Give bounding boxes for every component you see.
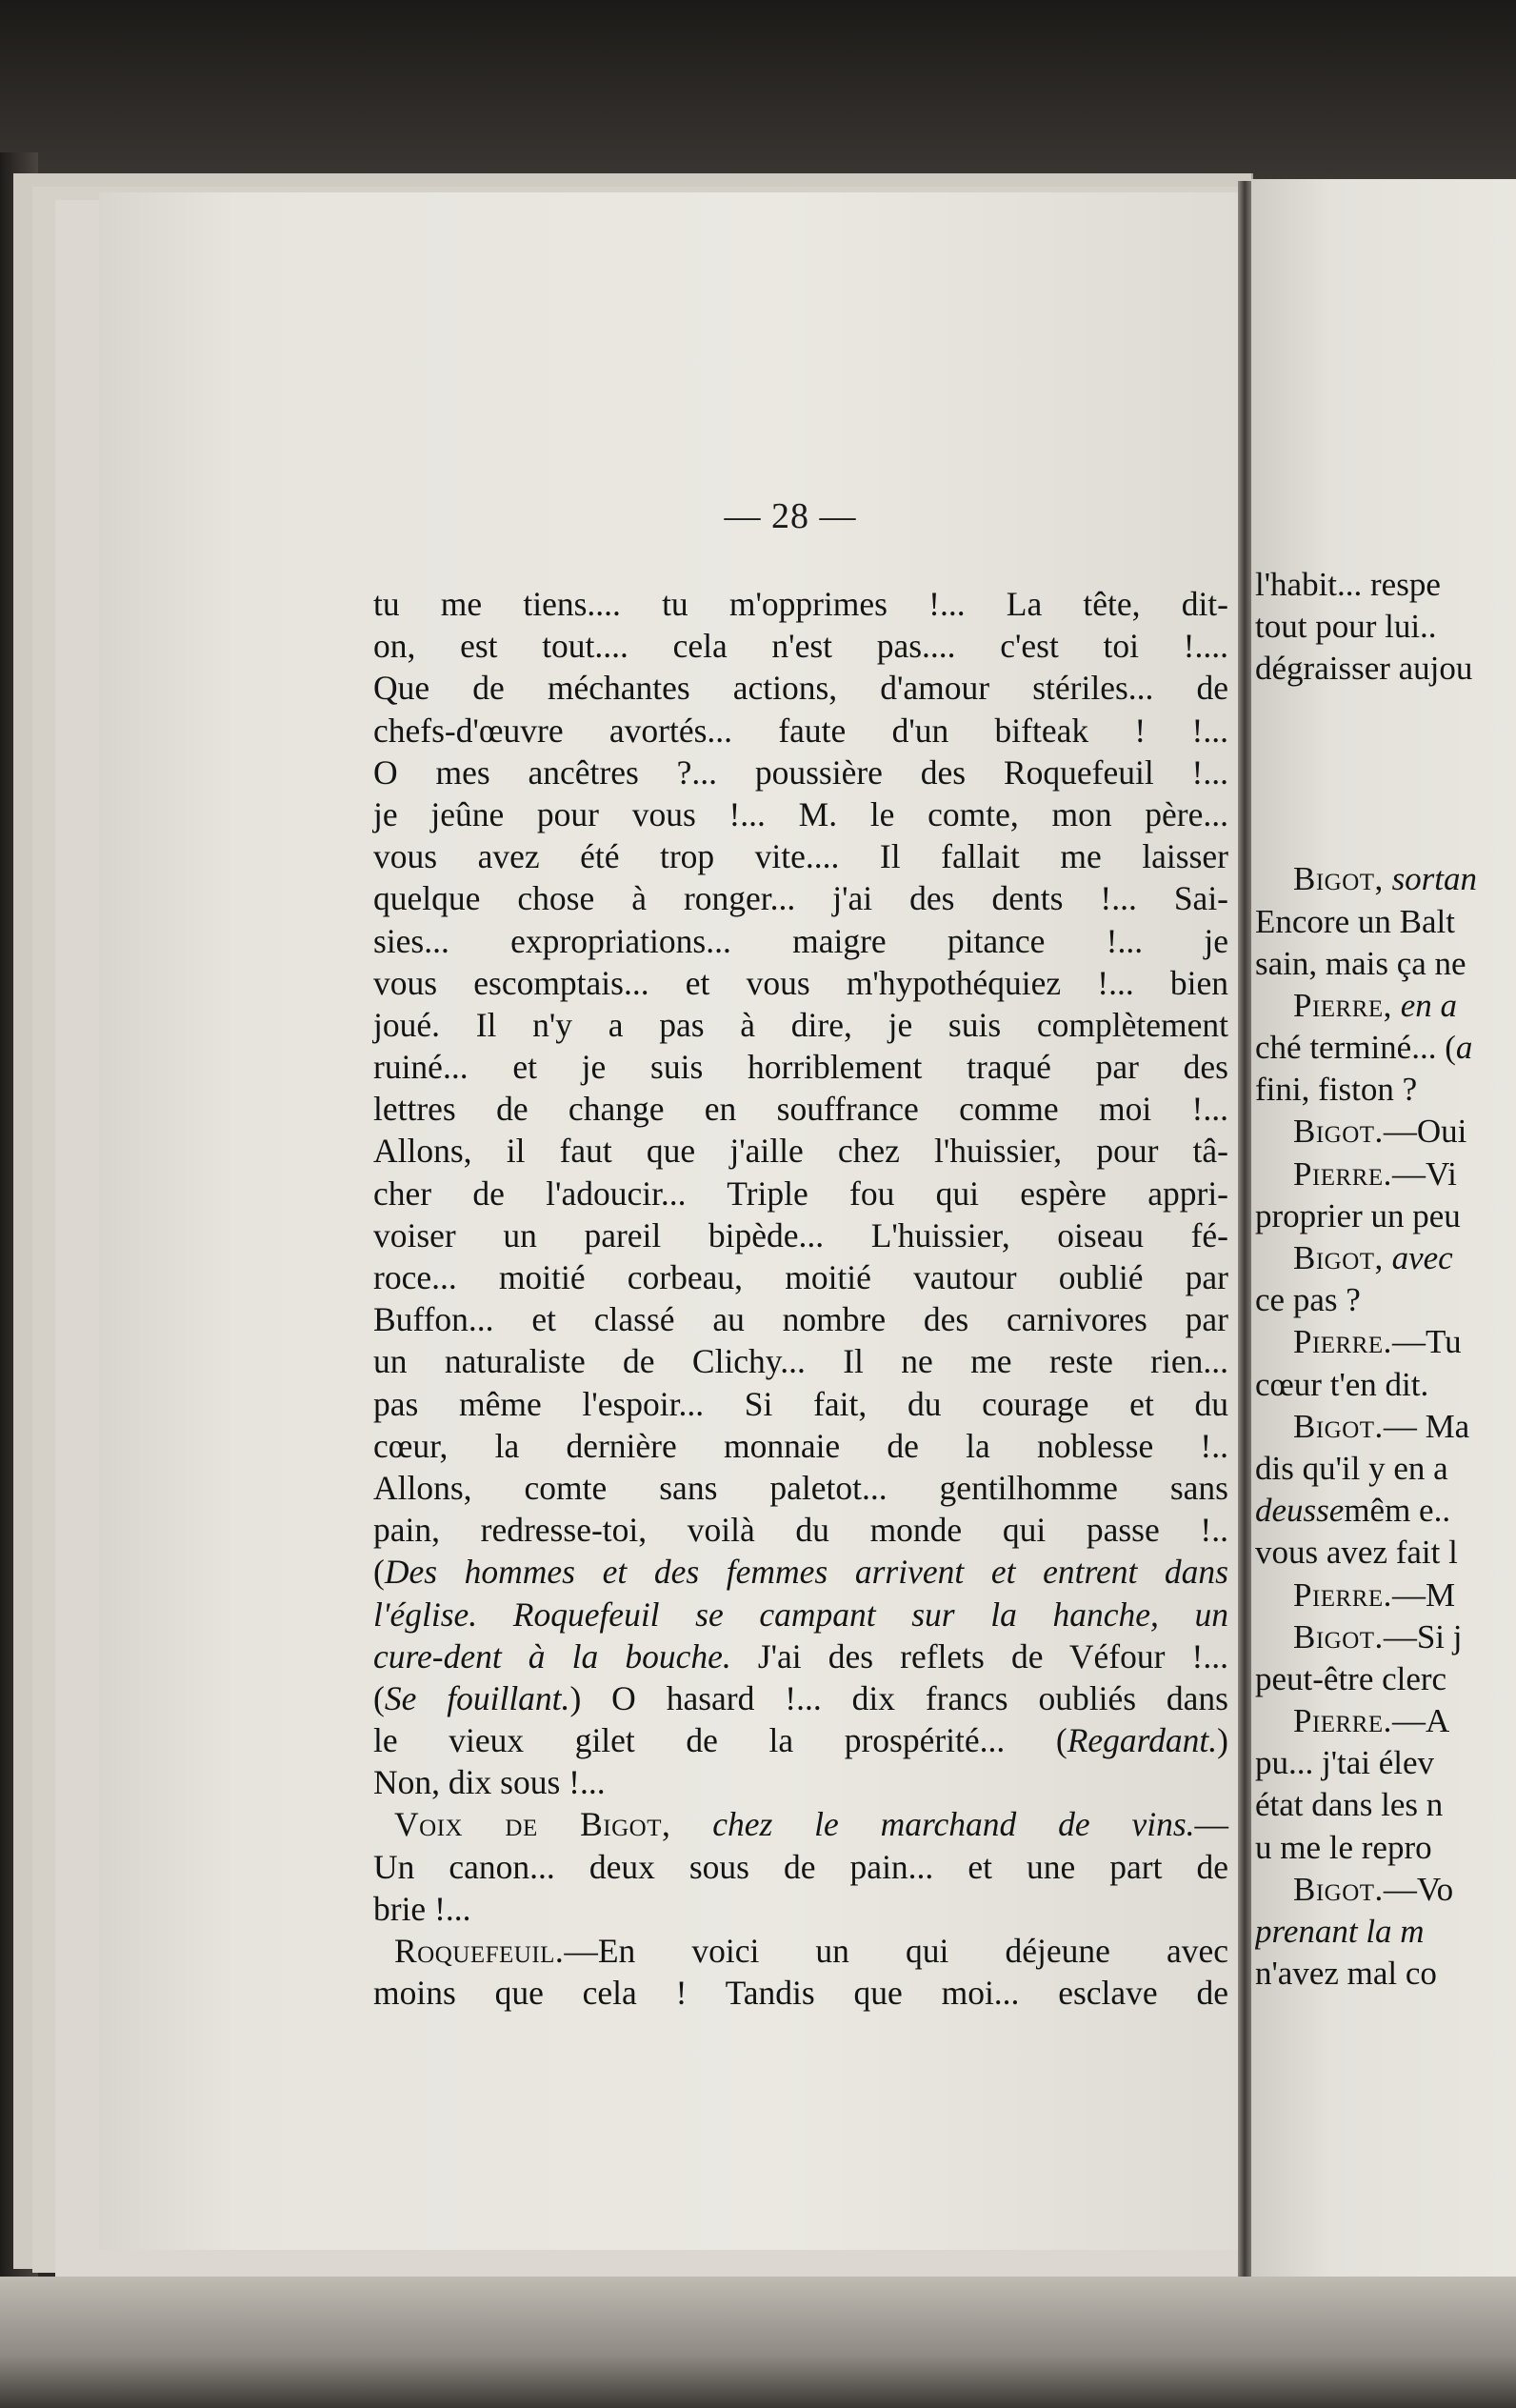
- right-speaker-line: [1255, 1869, 1516, 1911]
- right-text-line: [1255, 1490, 1516, 1532]
- dialogue-text: dis qu'il y en a: [1255, 1449, 1448, 1487]
- paren-close: ): [1217, 1721, 1228, 1760]
- left-page-body: [373, 583, 1228, 2014]
- dialogue-text: —En voici un qui déjeune avec: [564, 1932, 1228, 1970]
- right-text-line: [1255, 1279, 1516, 1321]
- speaker-name: Pierre.: [1293, 1323, 1392, 1361]
- right-speaker-line: [1255, 1616, 1516, 1658]
- text-line: pain, redresse-toi, voilà du monde qui passe !..: [373, 1511, 1228, 1550]
- right-text-line: [1255, 1742, 1516, 1784]
- right-speaker-line: [1255, 1575, 1516, 1616]
- stage-direction-text: en a: [1391, 986, 1457, 1024]
- speaker-name: Bigot,: [1293, 860, 1384, 898]
- speaker-name: Pierre.: [1293, 1575, 1392, 1614]
- dialogue-text: sain, mais ça ne: [1255, 944, 1466, 982]
- speaker-name: Bigot.: [1293, 1870, 1384, 1908]
- speaker-name: Pierre.: [1293, 1154, 1392, 1193]
- right-page-body: [1255, 564, 1516, 1995]
- right-text-line: [1255, 1027, 1516, 1069]
- text-line: cher de l'adoucir... Triple fou qui espère appri-: [373, 1174, 1228, 1213]
- speaker-name: Bigot,: [1293, 1239, 1384, 1276]
- right-text-line: [1255, 1953, 1516, 1995]
- dialogue-text: cœur t'en dit.: [1255, 1365, 1429, 1403]
- right-speaker-line: [1255, 1700, 1516, 1742]
- text-line: moins que cela ! Tandis que moi... esclave de: [373, 1974, 1228, 2013]
- text-line: vous escomptais... et vous m'hypothéquiez !... bien: [373, 963, 1228, 1002]
- text-line: brie !...: [373, 1889, 471, 1928]
- stage-direction-line: [373, 1635, 1228, 1677]
- right-text-line: [1255, 1784, 1516, 1826]
- text-line: vous avez été trop vite.... Il fallait me laisser: [373, 837, 1228, 876]
- paren-open: (: [373, 1678, 385, 1717]
- dialogue-text: état dans les n: [1255, 1786, 1444, 1824]
- speaker-line: [373, 1803, 1228, 1845]
- text-line: pas même l'espoir... Si fait, du courage et du: [373, 1384, 1228, 1423]
- stage-direction-text: Des hommes et des femmes arrivent et entrent dans: [384, 1553, 1228, 1592]
- right-text-line: [1255, 901, 1516, 943]
- text-line: un naturaliste de Clichy... Il ne me reste rien...: [373, 1342, 1228, 1381]
- right-text-line: [1255, 943, 1516, 985]
- stage-direction-text: chez le marchand de vins.: [712, 1805, 1195, 1844]
- dialogue-text: vous avez fait l: [1255, 1534, 1458, 1572]
- right-speaker-line: [1255, 985, 1516, 1027]
- stage-direction-text: deusse: [1255, 1492, 1345, 1530]
- right-text-line: [1255, 774, 1516, 816]
- paren-close: ): [569, 1678, 582, 1717]
- right-text-line: [1255, 1195, 1516, 1237]
- speaker-name: Bigot.: [1293, 1113, 1384, 1151]
- right-speaker-line: [1255, 1237, 1516, 1279]
- right-speaker-line: [1255, 1154, 1516, 1195]
- dialogue-text: fini, fiston ?: [1255, 1071, 1418, 1109]
- page-bottom-edge: [0, 2277, 1516, 2408]
- text-line: chefs-d'œuvre avortés... faute d'un bifteak ! !...: [373, 711, 1228, 750]
- dialogue-text: n'avez mal co: [1255, 1955, 1437, 1993]
- book-gutter: [1238, 181, 1251, 2277]
- dialogue-text: u me le repro: [1255, 1828, 1432, 1866]
- text-line: voiser un pareil bipède... L'huissier, oiseau fé-: [373, 1215, 1228, 1254]
- dialogue-text: J'ai des reflets de Véfour !...: [730, 1636, 1228, 1676]
- text-line: [373, 1719, 1228, 1761]
- dialogue-text: —Tu: [1391, 1323, 1462, 1361]
- dialogue-text: le vieux gilet de la prospérité...: [373, 1721, 1056, 1760]
- right-text-line: [1255, 564, 1516, 606]
- text-line: ruiné... et je suis horriblement traqué par des: [373, 1048, 1228, 1087]
- stage-direction-text: a: [1455, 1029, 1473, 1067]
- stage-direction-text: sortan: [1383, 860, 1478, 898]
- right-text-line: [1255, 691, 1516, 732]
- right-text-line: [1255, 1911, 1516, 1953]
- text-line: lettres de change en souffrance comme moi !...: [373, 1090, 1228, 1129]
- speaker-name: Pierre.: [1293, 1702, 1392, 1740]
- dialogue-text: —M: [1391, 1575, 1456, 1614]
- right-speaker-line: [1255, 1321, 1516, 1363]
- speaker-name: Pierre,: [1293, 986, 1392, 1024]
- stage-direction-text: Regardant.: [1067, 1721, 1218, 1760]
- text-line: Allons, il faut que j'aille chez l'huissier, pour tâ-: [373, 1132, 1228, 1171]
- dialogue-text: mêm e..: [1344, 1492, 1451, 1530]
- text-line: sies... expropriations... maigre pitance !... je: [373, 921, 1228, 960]
- dark-background-top: [0, 0, 1516, 181]
- text-line: cœur, la dernière monnaie de la noblesse !..: [373, 1426, 1228, 1465]
- dialogue-text: —A: [1391, 1702, 1450, 1740]
- speaker-name: Voix de Bigot,: [394, 1805, 671, 1844]
- right-text-line: [1255, 816, 1516, 858]
- text-line: [373, 1677, 1228, 1719]
- page-number: — 28 —: [724, 496, 857, 536]
- dialogue-text: —Vo: [1383, 1870, 1454, 1908]
- stage-direction-line: [373, 1594, 1228, 1635]
- right-speaker-line: [1255, 1406, 1516, 1448]
- right-text-line: [1255, 1532, 1516, 1574]
- speaker-name: Bigot.: [1293, 1617, 1384, 1656]
- right-text-line: [1255, 1658, 1516, 1700]
- dialogue-text: O hasard !... dix francs oubliés dans: [581, 1678, 1228, 1717]
- dialogue-text: Encore un Balt: [1255, 902, 1455, 940]
- text-line: tu me tiens.... tu m'opprimes !... La tête, dit-: [373, 585, 1228, 623]
- stage-direction-text: prenant la m: [1255, 1913, 1425, 1950]
- speaker-name: Roquefeuil.: [394, 1932, 565, 1970]
- stage-direction-line: [373, 1551, 1228, 1593]
- text-line: roce... moitié corbeau, moitié vautour oublié par: [373, 1258, 1228, 1296]
- speaker-name: Bigot.: [1293, 1407, 1384, 1445]
- right-text-line: [1255, 1364, 1516, 1406]
- text-line: quelque chose à ronger... j'ai des dents !... Sai-: [373, 879, 1228, 918]
- dialogue-text: —Oui: [1383, 1113, 1467, 1151]
- text-line: Allons, comte sans paletot... gentilhomme sans: [373, 1468, 1228, 1507]
- text-line: Non, dix sous !...: [373, 1763, 606, 1802]
- dialogue-text: tout pour lui..: [1255, 608, 1437, 646]
- text-line: on, est tout.... cela n'est pas.... c'est toi !....: [373, 627, 1228, 666]
- right-speaker-line: [1255, 858, 1516, 900]
- right-speaker-line: [1255, 1111, 1516, 1153]
- paren-open: (: [373, 1553, 385, 1592]
- right-text-line: [1255, 1448, 1516, 1490]
- dialogue-text: dégraisser aujou: [1255, 650, 1473, 688]
- paren-open: (: [1055, 1721, 1067, 1760]
- stage-direction-text: Se fouillant.: [384, 1678, 570, 1717]
- text-line: je jeûne pour vous !... M. le comte, mon père...: [373, 794, 1228, 833]
- text-line: O mes ancêtres ?... poussière des Roquefeuil !...: [373, 752, 1228, 792]
- dialogue-text: ce pas ?: [1255, 1281, 1361, 1319]
- dialogue-text: pu... j'tai élev: [1255, 1744, 1435, 1782]
- text-line: Buffon... et classé au nombre des carnivores par: [373, 1300, 1228, 1339]
- dialogue-text: l'habit... respe: [1255, 566, 1441, 603]
- right-text-line: [1255, 648, 1516, 690]
- right-text-line: [1255, 1069, 1516, 1111]
- dialogue-text: proprier un peu: [1255, 1196, 1461, 1234]
- text-line: Un canon... deux sous de pain... et une part de: [373, 1847, 1228, 1886]
- stage-direction-text: cure-dent à la bouche.: [373, 1636, 731, 1676]
- dialogue-text: —Vi: [1391, 1154, 1457, 1193]
- text-line: Que de méchantes actions, d'amour stériles... de: [373, 669, 1228, 708]
- speaker-line: [373, 1930, 1228, 1972]
- dialogue-text: peut-être clerc: [1255, 1659, 1447, 1697]
- text-line: joué. Il n'y a pas à dire, je suis complètement: [373, 1005, 1228, 1044]
- stage-direction-text: l'église. Roquefeuil se campant sur la hanche, un: [373, 1595, 1228, 1634]
- dialogue-text: — Ma: [1383, 1407, 1470, 1445]
- stage-direction-text: avec: [1383, 1239, 1453, 1276]
- right-text-line: [1255, 606, 1516, 648]
- dialogue-text: —Si j: [1383, 1617, 1463, 1656]
- dash: —: [1194, 1805, 1229, 1844]
- right-text-line: [1255, 1827, 1516, 1869]
- right-text-line: [1255, 732, 1516, 774]
- dialogue-text: ché terminé... (: [1255, 1029, 1456, 1067]
